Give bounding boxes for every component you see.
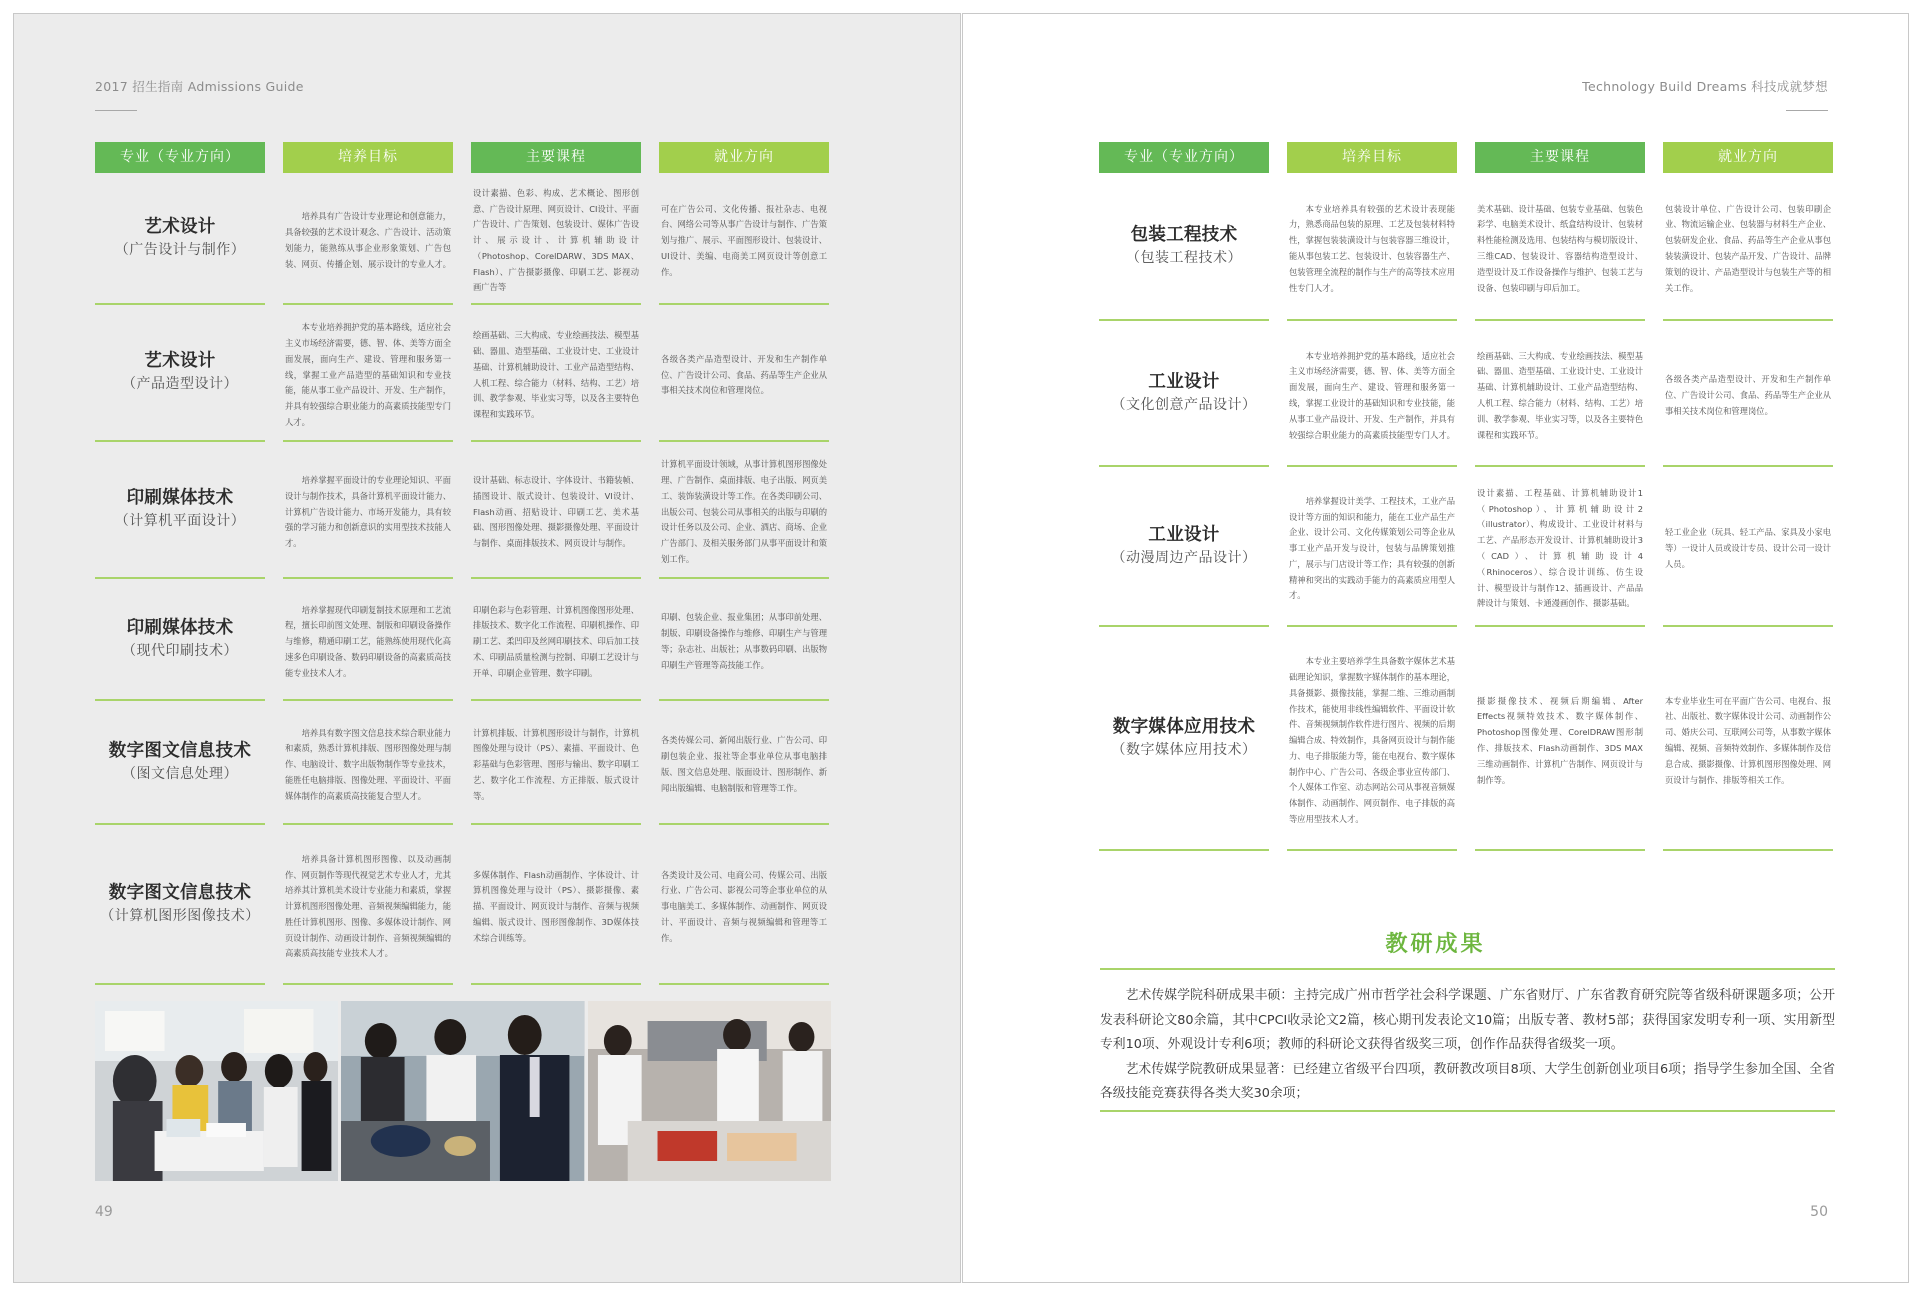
career-text: 印刷、包装企业、报业集团；从事印前处理、制版、印刷设备操作与维修、印刷生产与管理等；杂志社、出版社；从事数码印刷、出版物印刷生产管理等高技能工作。 [661, 612, 827, 670]
career-text: 计算机平面设计领域，从事计算机图形图像处理、广告制作、桌面排版、电子出版、网页美工、装饰装潢设计等工作。在各类印刷公司、出版公司、包装公司从事相关的出版与印刷的设计任务以及公司、企业、酒店、商场、企业广告部门、及相关服务部门从事平面设计和策划工作。 [661, 459, 827, 564]
major-cell [95, 579, 265, 701]
goal-text: 培养掌握现代印刷复制技术原理和工艺流程，擅长印前图文处理、制版和印刷设备操作与维修，精通印刷工艺，能熟练使用现代化高速多色印刷设备、数码印刷设备的高素质高技能专业技术人才。 [285, 604, 451, 678]
courses-text: 设计素描、色彩、构成、艺术概论、图形创意、广告设计原理、网页设计、CI设计、平面广告设计、广告策划、包装设计、媒体广告设计、展示设计、计算机辅助设计（Photoshop、CorelDARW、3DS MAX、Flash）、广告摄影摄像、印刷工艺、影视动画广告等 [473, 187, 639, 293]
research-paragraph: 艺术传媒学院科研成果丰硕：主持完成广州市哲学社会科学课题、广东省财厅、广东省教育研究院等省级科研课题多项；公开发表科研论文80余篇，其中CPCI收录论文2篇，核心期刊发表论文10篇；出版专著、教材5部；获得国家发明专利一项、实用新型专利10项、外观设计专利6项；教师的科研论文获得省级奖三项，创作作品获得省级奖一项。 [1100, 988, 1835, 1052]
courses-cell [1475, 627, 1645, 851]
goal-text: 培养具有数字图文信息技术综合职业能力和素质，熟悉计算机排版、图形图像处理与制作、电脑设计、数字出版物制作等专业技术，能胜任电脑排版、图像处理、平面设计、平面媒体制作的高素质高技能复合型人才。 [285, 727, 451, 801]
goal-text: 培养掌握平面设计的专业理论知识、平面设计与制作技术，具备计算机平面设计能力、计算机广告设计能力、市场开发能力，具有较强的学习能力和创新意识的实用型技术技能人才。 [285, 475, 451, 549]
courses-text: 绘画基础、三大构成、专业绘画技法、模型基础、器皿、造型基础、工业设计史、工业设计基础、计算机辅助设计、工业产品造型结构、人机工程、综合能力（材料、结构、工艺）培训、教学参观、毕业实习等，以及各主要特色课程和实践环节。 [473, 330, 639, 420]
head-rule-right [1786, 110, 1828, 111]
header-courses: 主要课程 [471, 142, 641, 173]
page-number-left: 49 [95, 1204, 113, 1220]
research-body [1100, 984, 1835, 1107]
career-text: 各类传媒公司、新闻出版行业、广告公司、印刷包装企业、报社等企事业单位从事电脑排版、图文信息处理、版面设计、图形制作、新闻出版编辑、电脑制版和管理等工作。 [661, 735, 827, 793]
career-cell [1663, 173, 1833, 321]
career-text: 各级各类产品造型设计、开发和生产制作单位、广告设计公司、食品、药品等生产企业从事相关技术岗位和管理岗位。 [1665, 374, 1831, 416]
goal-cell [1287, 321, 1457, 467]
courses-cell [471, 825, 641, 985]
major-cell [1099, 173, 1269, 321]
header-career: 就业方向 [1663, 142, 1833, 173]
header-courses: 主要课程 [1475, 142, 1645, 173]
career-text: 本专业毕业生可在平面广告公司、电视台、报社、出版社、数字媒体设计公司、动画制作公司、婚庆公司、互联网公司等，从事数字媒体编辑、视频、音频特效制作、多媒体制作及信息合成、摄影摄像、计算机图形图像处理、网页设计与制作、排版等相关工作。 [1665, 695, 1831, 785]
goal-text: 本专业培养拥护党的基本路线，适应社会主义市场经济需要，德、智、体、美等方面全面发展，面向生产、建设、管理和服务第一线，掌握工业产品造型的基础知识和专业技能，能从事工业产品设计、开发、生产制作，并具有较强综合职业能力的高素质技能型专门人才。 [285, 322, 451, 427]
goal-cell [283, 305, 453, 442]
major-cell [95, 442, 265, 579]
research-paragraph: 艺术传媒学院教研成果显著：已经建立省级平台四项，教研教改项目8项、大学生创新创业项目6项；指导学生参加全国、全省各级技能竞赛获得各类大奖30余项； [1100, 1061, 1835, 1101]
major-cell [95, 701, 265, 825]
photo-printing-lab [341, 1001, 584, 1181]
career-text: 各类设计及公司、电商公司、传媒公司、出版行业、广告公司、影视公司等企事业单位的从事电脑美工、多媒体制作、动画制作、网页设计、平面设计、音频与视频编辑和管理等工作。 [661, 869, 827, 943]
goal-text: 本专业培养拥护党的基本路线，适应社会主义市场经济需要，德、智、体、美等方面全面发展，面向生产、建设、管理和服务第一线，掌握工业设计的基础知识和专业技能，能从事工业产品设计、开发、生产制作，并具有较强综合职业能力的高素质技能型专门人才。 [1289, 350, 1455, 440]
courses-cell [471, 442, 641, 579]
major-cell [1099, 321, 1269, 467]
major-name: 印刷媒体技术 [126, 617, 234, 638]
courses-text: 多媒体制作、Flash动画制作、字体设计、计算机图像处理与设计（PS）、摄影摄像、素描、平面设计、网页设计与制作、音频与视频编辑、版式设计、图形图像制作、3D媒体技术综合训练等。 [473, 869, 639, 943]
career-cell [659, 701, 829, 825]
major-name: 印刷媒体技术 [126, 488, 234, 508]
career-cell [659, 305, 829, 442]
goal-text: 本专业培养具有较强的艺术设计表现能力，熟悉商品包装的原理、工艺及包装材料特性，掌握包装装潢设计与包装容器三维设计，能从事包装工艺、包装设计、包装容器生产、包装管理全流程的制作与生产的高等技术应用性专门人才。 [1289, 203, 1455, 293]
photo-strip [95, 1001, 831, 1181]
running-head-right: Technology Build Dreams 科技成就梦想 [1582, 79, 1828, 94]
courses-text: 设计基础、标志设计、字体设计、书籍装帧、插图设计、版式设计、包装设计、VI设计、Flash动画、招贴设计、印刷工艺、美术基础、图形图像处理、摄影摄像处理、平面设计与制作、桌面排版技术、网页设计与制作。 [473, 475, 639, 549]
goal-cell [1287, 627, 1457, 851]
left-page [13, 13, 961, 1283]
courses-text: 绘画基础、三大构成、专业绘画技法、模型基础、器皿、造型基础、工业设计史、工业设计基础、计算机辅助设计、工业产品造型结构、人机工程、综合能力（材料、结构、工艺）培训、教学参观、毕业实习等，以及各主要特色课程和实践环节。 [1477, 350, 1643, 440]
major-name: 艺术设计 [144, 216, 216, 237]
career-cell [1663, 321, 1833, 467]
major-direction: （图文信息处理） [122, 765, 238, 782]
courses-cell [471, 305, 641, 442]
career-text: 包装设计单位、广告设计公司、包装印刷企业、物流运输企业、包装器与材料生产企业、包装研发企业、食品、药品等生产企业从事包装装潢设计、包装产品开发、广告设计、品牌策划的设计、产品造型设计与包装生产等的相关工作。 [1665, 203, 1831, 293]
courses-text: 计算机排版、计算机图形设计与制作，计算机图像处理与设计（PS）、素描、平面设计、色彩基础与色彩管理、图形与输出、数字印刷工艺、数字化工作流程、方正排版、版式设计等。 [473, 727, 639, 801]
courses-cell [471, 701, 641, 825]
goal-cell [283, 173, 453, 305]
goal-text: 培养具有广告设计专业理论和创意能力，具备较强的艺术设计观念、广告设计、活动策划能力，能熟练从事企业形象策划、广告包装、网页、传播企划、展示设计的专业人才。 [285, 211, 451, 269]
career-cell [659, 173, 829, 305]
goal-cell [1287, 467, 1457, 627]
page-number-right: 50 [1810, 1204, 1828, 1220]
major-name: 数字图文信息技术 [108, 882, 252, 903]
major-direction: （广告设计与制作） [114, 241, 246, 258]
goal-text: 培养具备计算机图形图像、以及动画制作、网页制作等现代视觉艺术专业人才，尤其培养其计算机美术设计专业能力和素质，掌握计算机图形图像处理、音频视频编辑能力，能胜任计算机图形、图像、多媒体设计制作、网页设计制作、动画设计制作、音频视频编辑的高素质高技能专业技术人才。 [285, 853, 451, 959]
major-cell [1099, 627, 1269, 851]
photo-lab-coats [588, 1001, 831, 1181]
career-cell [1663, 627, 1833, 851]
header-major: 专业（专业方向） [95, 142, 265, 173]
major-name: 数字媒体应用技术 [1112, 716, 1256, 737]
career-text: 轻工业企业（玩具、轻工产品、家具及小家电等）一设计人员或设计专员、设计公司一设计人员。 [1665, 527, 1831, 569]
career-text: 可在广告公司、文化传播、报社杂志、电视台、网络公司等从事广告设计与制作、广告策划与推广、展示、平面图形设计、包装设计、UI设计、美编、电商美工网页设计等创意工作。 [661, 203, 827, 277]
courses-cell [1475, 467, 1645, 627]
courses-text: 美术基础、设计基础、包装专业基础、包装色彩学、电脑美术设计、纸盒结构设计、包装材料性能检测及选用、包装结构与模切版设计、三维CAD、包装设计、容器结构造型设计、造型设计及工作设备操作与维护、包装工艺与设备、包装印刷与印后加工。 [1477, 203, 1643, 293]
major-cell [95, 825, 265, 985]
header-career: 就业方向 [659, 142, 829, 173]
running-head-left: 2017 招生指南 Admissions Guide [95, 79, 304, 94]
major-name: 工业设计 [1148, 524, 1220, 545]
research-rule-top [1100, 968, 1835, 970]
courses-cell [1475, 321, 1645, 467]
courses-cell [471, 173, 641, 305]
goal-text: 本专业主要培养学生具备数字媒体艺术基础理论知识，掌握数字媒体制作的基本理论，具备摄影、摄像技能，掌握二维、三维动画制作技术，能使用非线性编辑软件、平面设计软件、音频视频制作软件进行图片、视频的后期编辑合成、特效制作，具备网页设计与制作能力、电子排版能力等，能在电视台、数字媒体制作中心、广告公司、各级企事业宣传部门、个人媒体工作室、动态网站公司从事视音频媒体制作、动画制作、网页制作、电子排版的高等应用型技术人才。 [1289, 656, 1455, 825]
major-direction: （动漫周边产品设计） [1111, 549, 1257, 566]
major-direction: （数字媒体应用技术） [1111, 741, 1257, 758]
header-goal: 培养目标 [1287, 142, 1457, 173]
courses-text: 印刷色彩与色彩管理、计算机图像图形处理、排版技术、数字化工作流程、印刷机操作、印刷工艺、柔凹印及丝网印刷技术、印后加工技术、印刷品质量检测与控制、印刷工艺设计与开单、印刷企业管理、数字印刷。 [473, 604, 639, 678]
major-direction: （现代印刷技术） [122, 642, 238, 659]
major-name: 包装工程技术 [1130, 224, 1238, 245]
goal-cell [283, 825, 453, 985]
goal-cell [283, 701, 453, 825]
career-cell [1663, 467, 1833, 627]
major-name: 艺术设计 [144, 351, 216, 371]
major-name: 数字图文信息技术 [108, 740, 252, 761]
major-cell [1099, 467, 1269, 627]
major-direction: （计算机平面设计） [114, 513, 246, 529]
header-goal: 培养目标 [283, 142, 453, 173]
career-cell [659, 825, 829, 985]
majors-table-right [1099, 142, 1833, 851]
career-text: 各级各类产品造型设计、开发和生产制作单位、广告设计公司、食品、药品等生产企业从事相关技术岗位和管理岗位。 [661, 353, 827, 396]
major-name: 工业设计 [1148, 371, 1220, 392]
courses-cell [471, 579, 641, 701]
major-cell [95, 173, 265, 305]
courses-cell [1475, 173, 1645, 321]
major-direction: （产品造型设计） [122, 376, 238, 392]
right-page [962, 13, 1909, 1283]
courses-text: 设计素描、工程基础、计算机辅助设计1（Photoshop）、计算机辅助设计2（illustrator）、构成设计、工业设计材料与工艺、产品形态开发设计、计算机辅助设计3（CAD）、计算机辅助设计4（Rhinoceros）、综合设计训练、仿生设计、模型设计与制作12、插画设计、产品品牌设计与策划、卡通漫画创作、摄影基础。 [1477, 487, 1643, 609]
career-cell [659, 442, 829, 579]
head-rule-left [95, 110, 137, 111]
major-direction: （文化创意产品设计） [1111, 396, 1257, 413]
major-cell [95, 305, 265, 442]
goal-cell [283, 579, 453, 701]
research-title: 教研成果 [1385, 932, 1486, 957]
goal-text: 培养掌握设计美学、工程技术，工业产品设计等方面的知识和能力，能在工业产品生产企业、设计公司、文化传媒策划公司等企业从事工业产品开发与设计，包装与品牌策划推广，展示与门店设计等工作；具有较强的创新精神和突出的实践动手能力的高素质应用型人才。 [1289, 495, 1455, 601]
major-direction: （包装工程技术） [1126, 249, 1242, 266]
research-rule-bottom [1100, 1110, 1835, 1112]
major-direction: （计算机图形图像技术） [100, 907, 260, 924]
goal-cell [283, 442, 453, 579]
goal-cell [1287, 173, 1457, 321]
header-major: 专业（专业方向） [1099, 142, 1269, 173]
photo-classroom-model [95, 1001, 338, 1181]
majors-table-left [95, 142, 829, 985]
career-cell [659, 579, 829, 701]
courses-text: 摄影摄像技术、视频后期编辑、After Effects视频特效技术、数字媒体制作、Photoshop图像处理、CorelDRAW图形制作、排版技术、Flash动画制作、3DS MAX三维动画制作、计算机广告制作、网页设计与制作等。 [1477, 695, 1643, 785]
